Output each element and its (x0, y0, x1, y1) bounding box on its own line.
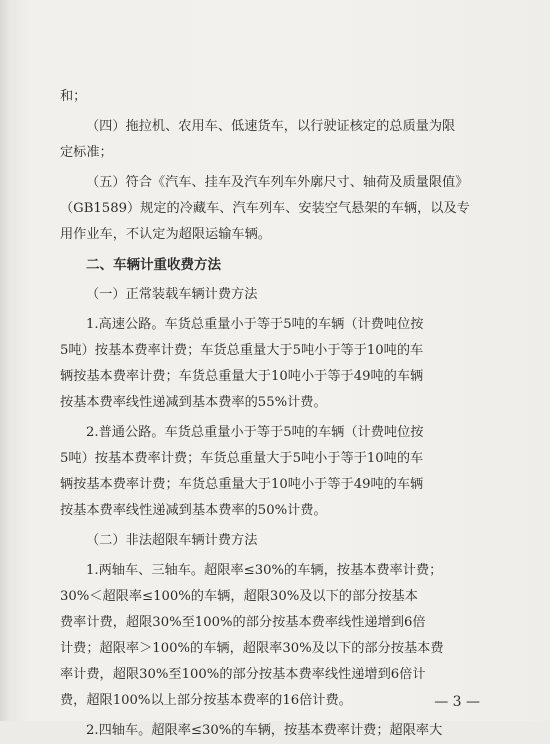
paragraph-line: 按基本费率线性递减到基本费率的50%计费。 (60, 503, 327, 518)
paragraph-line: 5吨）按基本费率计费；车货总重量大于5吨小于等于10吨的车 (60, 343, 424, 358)
paragraph-line: 辆按基本费率计费；车货总重量大于10吨小于等于49吨的车辆 (60, 369, 424, 384)
paragraph-line: （GB1589）规定的冷藏车、汽车列车、安装空气悬架的车辆，以及专 (60, 201, 470, 216)
paragraph-line: 2.四轴车。超限率≤30%的车辆，按基本费率计费；超限率大 (86, 723, 443, 738)
paragraph-line: 定标准； (60, 145, 113, 160)
paragraph-line: （二）非法超限车辆计费方法 (86, 533, 258, 548)
paragraph-line: 计费；超限率＞100%的车辆，超限率30%及以下的部分按基本费 (60, 641, 444, 656)
paragraph-line: 5吨）按基本费率计费；车货总重量大于5吨小于等于10吨的车 (60, 451, 424, 466)
page-number: — 3 — (434, 694, 480, 710)
paragraph-line: 费率计费，超限30%至100%的部分按基本费率线性递增到6倍 (60, 615, 426, 630)
paragraph-line: 2.普通公路。车货总重量小于等于5吨的车辆（计费吨位按 (86, 425, 424, 440)
paragraph-line: （一）正常装载车辆计费方法 (86, 287, 258, 302)
document-body (60, 84, 490, 744)
paragraph-line: 用作业车，不认定为超限运输车辆。 (60, 227, 271, 242)
paragraph-line: 辆按基本费率计费；车货总重量大于10吨小于等于49吨的车辆 (60, 477, 424, 492)
section-heading: 二、车辆计重收费方法 (86, 257, 221, 273)
paragraph-line: 费，超限100%以上部分按基本费率的16倍计费。 (60, 693, 352, 708)
paragraph-line: （四）拖拉机、农用车、低速货车，以行驶证核定的总质量为限 (86, 119, 456, 134)
paragraph-line: 30%＜超限率≤100%的车辆，超限30%及以下的部分按基本 (60, 589, 418, 604)
paragraph-line: 和； (60, 89, 87, 104)
paragraph-line: 按基本费率线性递减到基本费率的55%计费。 (60, 395, 327, 410)
paragraph-line: 率计费，超限30%至100%的部分按基本费率线性递增到6倍计 (60, 667, 426, 682)
paragraph-line: 1.两轴车、三轴车。超限率≤30%的车辆，按基本费率计费； (86, 563, 443, 578)
paragraph-line: （五）符合《汽车、挂车及汽车列车外廓尺寸、轴荷及质量限值》 (86, 175, 469, 190)
paragraph-line: 1.高速公路。车货总重量小于等于5吨的车辆（计费吨位按 (86, 317, 424, 332)
